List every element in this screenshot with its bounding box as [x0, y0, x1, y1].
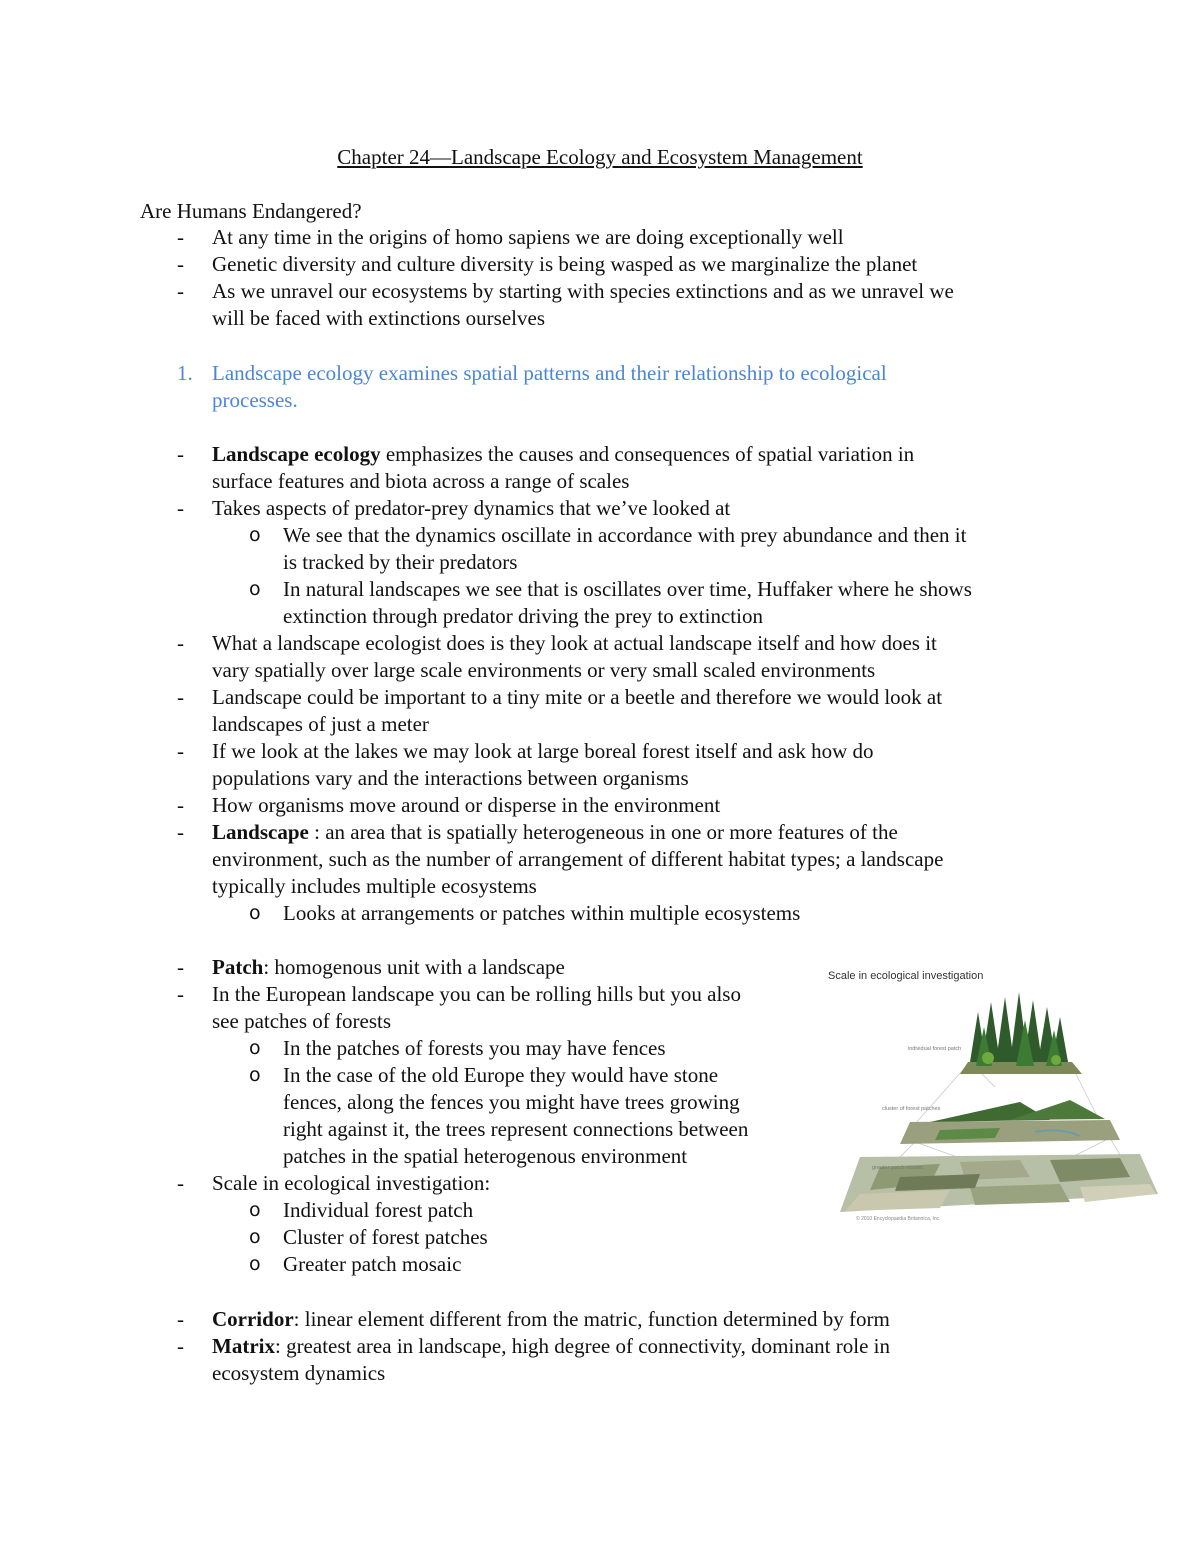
list-item: - How organisms move around or disperse in the environment [177, 793, 721, 817]
sub-list-item: o We see that the dynamics oscillate in accordance with prey abundance and then it [249, 523, 967, 547]
label-individual-forest-patch: individual forest patch [908, 1046, 962, 1052]
page-title: Chapter 24—Landscape Ecology and Ecosystem Management [337, 145, 863, 169]
list-item: - If we look at the lakes we may look at large boreal forest itself and ask how do [177, 739, 874, 763]
sub-list-item: o Looks at arrangements or patches within multiple ecosystems [249, 901, 801, 925]
sub-list-item: o Individual forest patch [249, 1198, 474, 1222]
landscape-ecology-bullets: - Landscape ecology emphasizes the causes and consequences of spatial variation in surface features and biota across a range of scales - Takes aspects of predator-prey dynamics that we’ve looked at o We see that the dynamics oscillate in accordance with prey abundance and then it is tracked by their predators o In natural landscapes we see that is oscillates over time, Huffaker where he shows extinction through predator driving the prey to extinction - What a landscape ecologist does is they look at actual landscape itself and how does it vary spatially over large scale environments or very small scaled environments - Landscape could be important to a tiny mite or a beetle and therefore we would look at landscapes of just a meter - If we look at the lakes we may look at large boreal forest itself and ask how do populations vary and the interactions between organisms - How organisms move around or disperse in the environment - Landscape : an area that is spatially heterogeneous in one or more features of the environment, such as the number of arrangement of different habitat types; a landscape typically includes multiple ecosystems o Looks at arrangements or patches within multiple ecosystems [0, 441, 1200, 927]
numbered-section-1 [0, 360, 1200, 414]
corridor-matrix-bullets: - Corridor: linear element different from the matric, function determined by form - Matrix: greatest area in landscape, high degree of connectivity, dominant role in ecosystem dynamics [0, 1306, 1200, 1387]
list-item: - Genetic diversity and culture diversity is being wasped as we marginalize the planet [177, 252, 918, 276]
scale-figure [820, 962, 1160, 1232]
figure-title: Scale in ecological investigation [828, 970, 984, 982]
individual-forest-patch [960, 992, 1082, 1074]
list-item-continuation: will be faced with extinctions ourselves [212, 306, 545, 330]
list-item: - Takes aspects of predator-prey dynamics that we’ve looked at [177, 496, 731, 520]
sub-list-item: o In natural landscapes we see that is oscillates over time, Huffaker where he shows [249, 577, 972, 601]
section-line: Landscape ecology examines spatial patterns and their relationship to ecological [212, 361, 887, 385]
scale-illustration [820, 962, 1160, 1232]
list-item: - What a landscape ecologist does is they look at actual landscape itself and how does it [177, 631, 937, 655]
list-item: - As we unravel our ecosystems by starting with species extinctions and as we unravel we [177, 279, 954, 303]
section-heading: Are Humans Endangered? [140, 199, 362, 223]
list-item: - Landscape : an area that is spatially heterogeneous in one or more features of the [177, 820, 898, 844]
list-item: - Scale in ecological investigation: [177, 1171, 491, 1195]
patch-bullets: - Patch: homogenous unit with a landscape - In the European landscape you can be rolling hills but you also see patches of forests o In the patches of forests you may have fences o In the case of the old Europe they would have stone fences, along the fences you might have trees growing right against it, the trees represent connections between patches in the spatial heterogenous environment - Scale in ecological investigation: o Individual forest patch o Cluster of forest patches o Greater patch mosaic [0, 954, 1200, 1278]
figure-copyright: © 2010 Encyclopaedia Britannica, Inc. [856, 1216, 941, 1222]
sub-list-item: o Greater patch mosaic [249, 1252, 462, 1276]
term-landscape: Landscape [212, 820, 309, 844]
list-item: - Landscape could be important to a tiny mite or a beetle and therefore we would look at [177, 685, 943, 709]
term-corridor: Corridor [212, 1307, 294, 1331]
sub-list-item: o In the patches of forests you may have fences [249, 1036, 666, 1060]
greater-patch-mosaic [840, 1154, 1158, 1212]
intro-bullet-list [0, 224, 1200, 332]
term-patch: Patch [212, 955, 264, 979]
list-item: - Landscape ecology emphasizes the causes and consequences of spatial variation in [177, 442, 915, 466]
list-item: - Corridor: linear element different from the matric, function determined by form [177, 1307, 890, 1331]
section-number: 1. [177, 361, 193, 385]
label-greater-patch-mosaic: greater patch mosaic [872, 1165, 924, 1171]
section-line: processes. [212, 388, 298, 412]
term-landscape-ecology: Landscape ecology [212, 442, 381, 466]
term-matrix: Matrix [212, 1334, 275, 1358]
sub-list-item: o Cluster of forest patches [249, 1225, 488, 1249]
list-item: - Patch: homogenous unit with a landscape [177, 955, 565, 979]
list-item: - Matrix: greatest area in landscape, high degree of connectivity, dominant role in [177, 1334, 890, 1358]
label-cluster-of-forest-patches: cluster of forest patches [882, 1106, 941, 1112]
list-item: - In the European landscape you can be rolling hills but you also [177, 982, 741, 1006]
list-item: - At any time in the origins of homo sapiens we are doing exceptionally well [177, 225, 844, 249]
sub-list-item: o In the case of the old Europe they would have stone [249, 1063, 719, 1087]
